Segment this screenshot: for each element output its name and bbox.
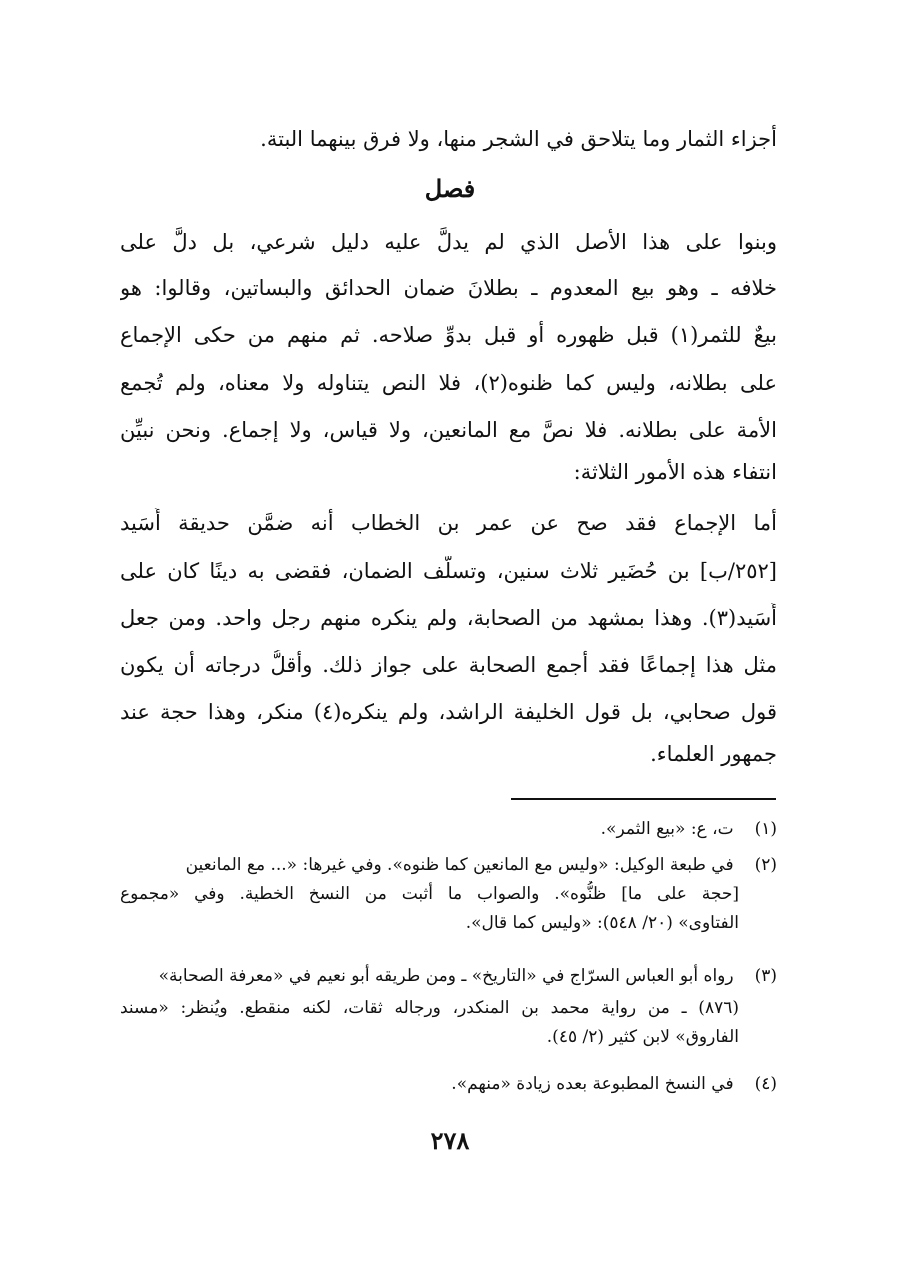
footnote-3 [120, 963, 777, 990]
footnote-number: (٤) [754, 1074, 777, 1094]
intro-line: أجزاء الثمار وما يتلاحق في الشجر منها، ولا فرق بينهما البتة. [260, 127, 777, 151]
footnote-2 [120, 852, 777, 879]
footnote-text: ت، ع: «بيع الثمر». [600, 819, 734, 839]
footnote-separator [511, 798, 776, 800]
footnote-text: في طبعة الوكيل: «وليس مع المانعين كما ظنوه». وفي غيرها: «... مع المانعين [185, 855, 734, 875]
footnote-number: (٣) [754, 966, 777, 986]
paragraph-line: خلافه ـ وهو بيع المعدوم ـ بطلانَ ضمان الحدائق والبساتين، وقالوا: هو [120, 276, 777, 300]
footnote-number: (٢) [754, 855, 777, 875]
paragraph-line: على بطلانه، وليس كما ظنوه(٢)، فلا النص يتناوله ولا معناه، ولم تُجمع [120, 371, 777, 395]
footnote-text: الفتاوى» (٢٠/ ٥٤٨): «وليس كما قال». [465, 913, 739, 933]
page-number: ٢٧٨ [430, 1126, 470, 1155]
footnote-text: الفاروق» لابن كثير (٢/ ٤٥). [546, 1027, 739, 1047]
paragraph-line: أما الإجماع فقد صح عن عمر بن الخطاب أنه ضمَّن حديقة أُسَيد [120, 511, 777, 535]
footnote-1 [120, 816, 777, 843]
paragraph-line: أُسَيد(٣). وهذا بمشهد من الصحابة، ولم ينكره منهم رجل واحد. ومن جعل [120, 606, 777, 630]
footnote-text: رواه أبو العباس السرّاج في «التاريخ» ـ ومن طريقه أبو نعيم في «معرفة الصحابة» [158, 966, 734, 986]
footnote-4 [120, 1071, 777, 1098]
footnote-text: في النسخ المطبوعة بعده زيادة «منهم». [451, 1074, 734, 1094]
paragraph-line: جمهور العلماء. [650, 742, 777, 766]
paragraph-line: مثل هذا إجماعًا فقد أجمع الصحابة على جواز ذلك. وأقلُّ درجاته أن يكون [120, 653, 777, 677]
footnote-text: [حجة على ما] ظنُّوه». والصواب ما أثبت من النسخ الخطية. وفي «مجموع [120, 884, 739, 904]
paragraph-line: وبنوا على هذا الأصل الذي لم يدلَّ عليه دليل شرعي، بل دلَّ على [120, 230, 777, 254]
paragraph-line: [٢٥٢/ب] بن حُضَير ثلاث سنين، وتسلَّف الضمان، فقضى به دينًا كان على [120, 559, 777, 583]
paragraph-line: الأمة على بطلانه. فلا نصَّ مع المانعين، ولا قياس، ولا إجماع. ونحن نبيِّن [120, 418, 777, 442]
paragraph-line: بيعٌ للثمر(١) قبل ظهوره أو قبل بدوِّ صلاحه. ثم منهم من حكى الإجماع [120, 323, 777, 347]
section-heading: فصل [424, 174, 476, 203]
paragraph-line: انتفاء هذه الأمور الثلاثة: [573, 460, 777, 484]
paragraph-line: قول صحابي، بل قول الخليفة الراشد، ولم ينكره(٤) منكر، وهذا حجة عند [120, 700, 777, 724]
footnote-number: (١) [754, 819, 777, 839]
footnote-text: (٨٧٦) ـ من رواية محمد بن المنكدر، ورجاله ثقات، لكنه منقطع. ويُنظر: «مسند [120, 998, 739, 1018]
